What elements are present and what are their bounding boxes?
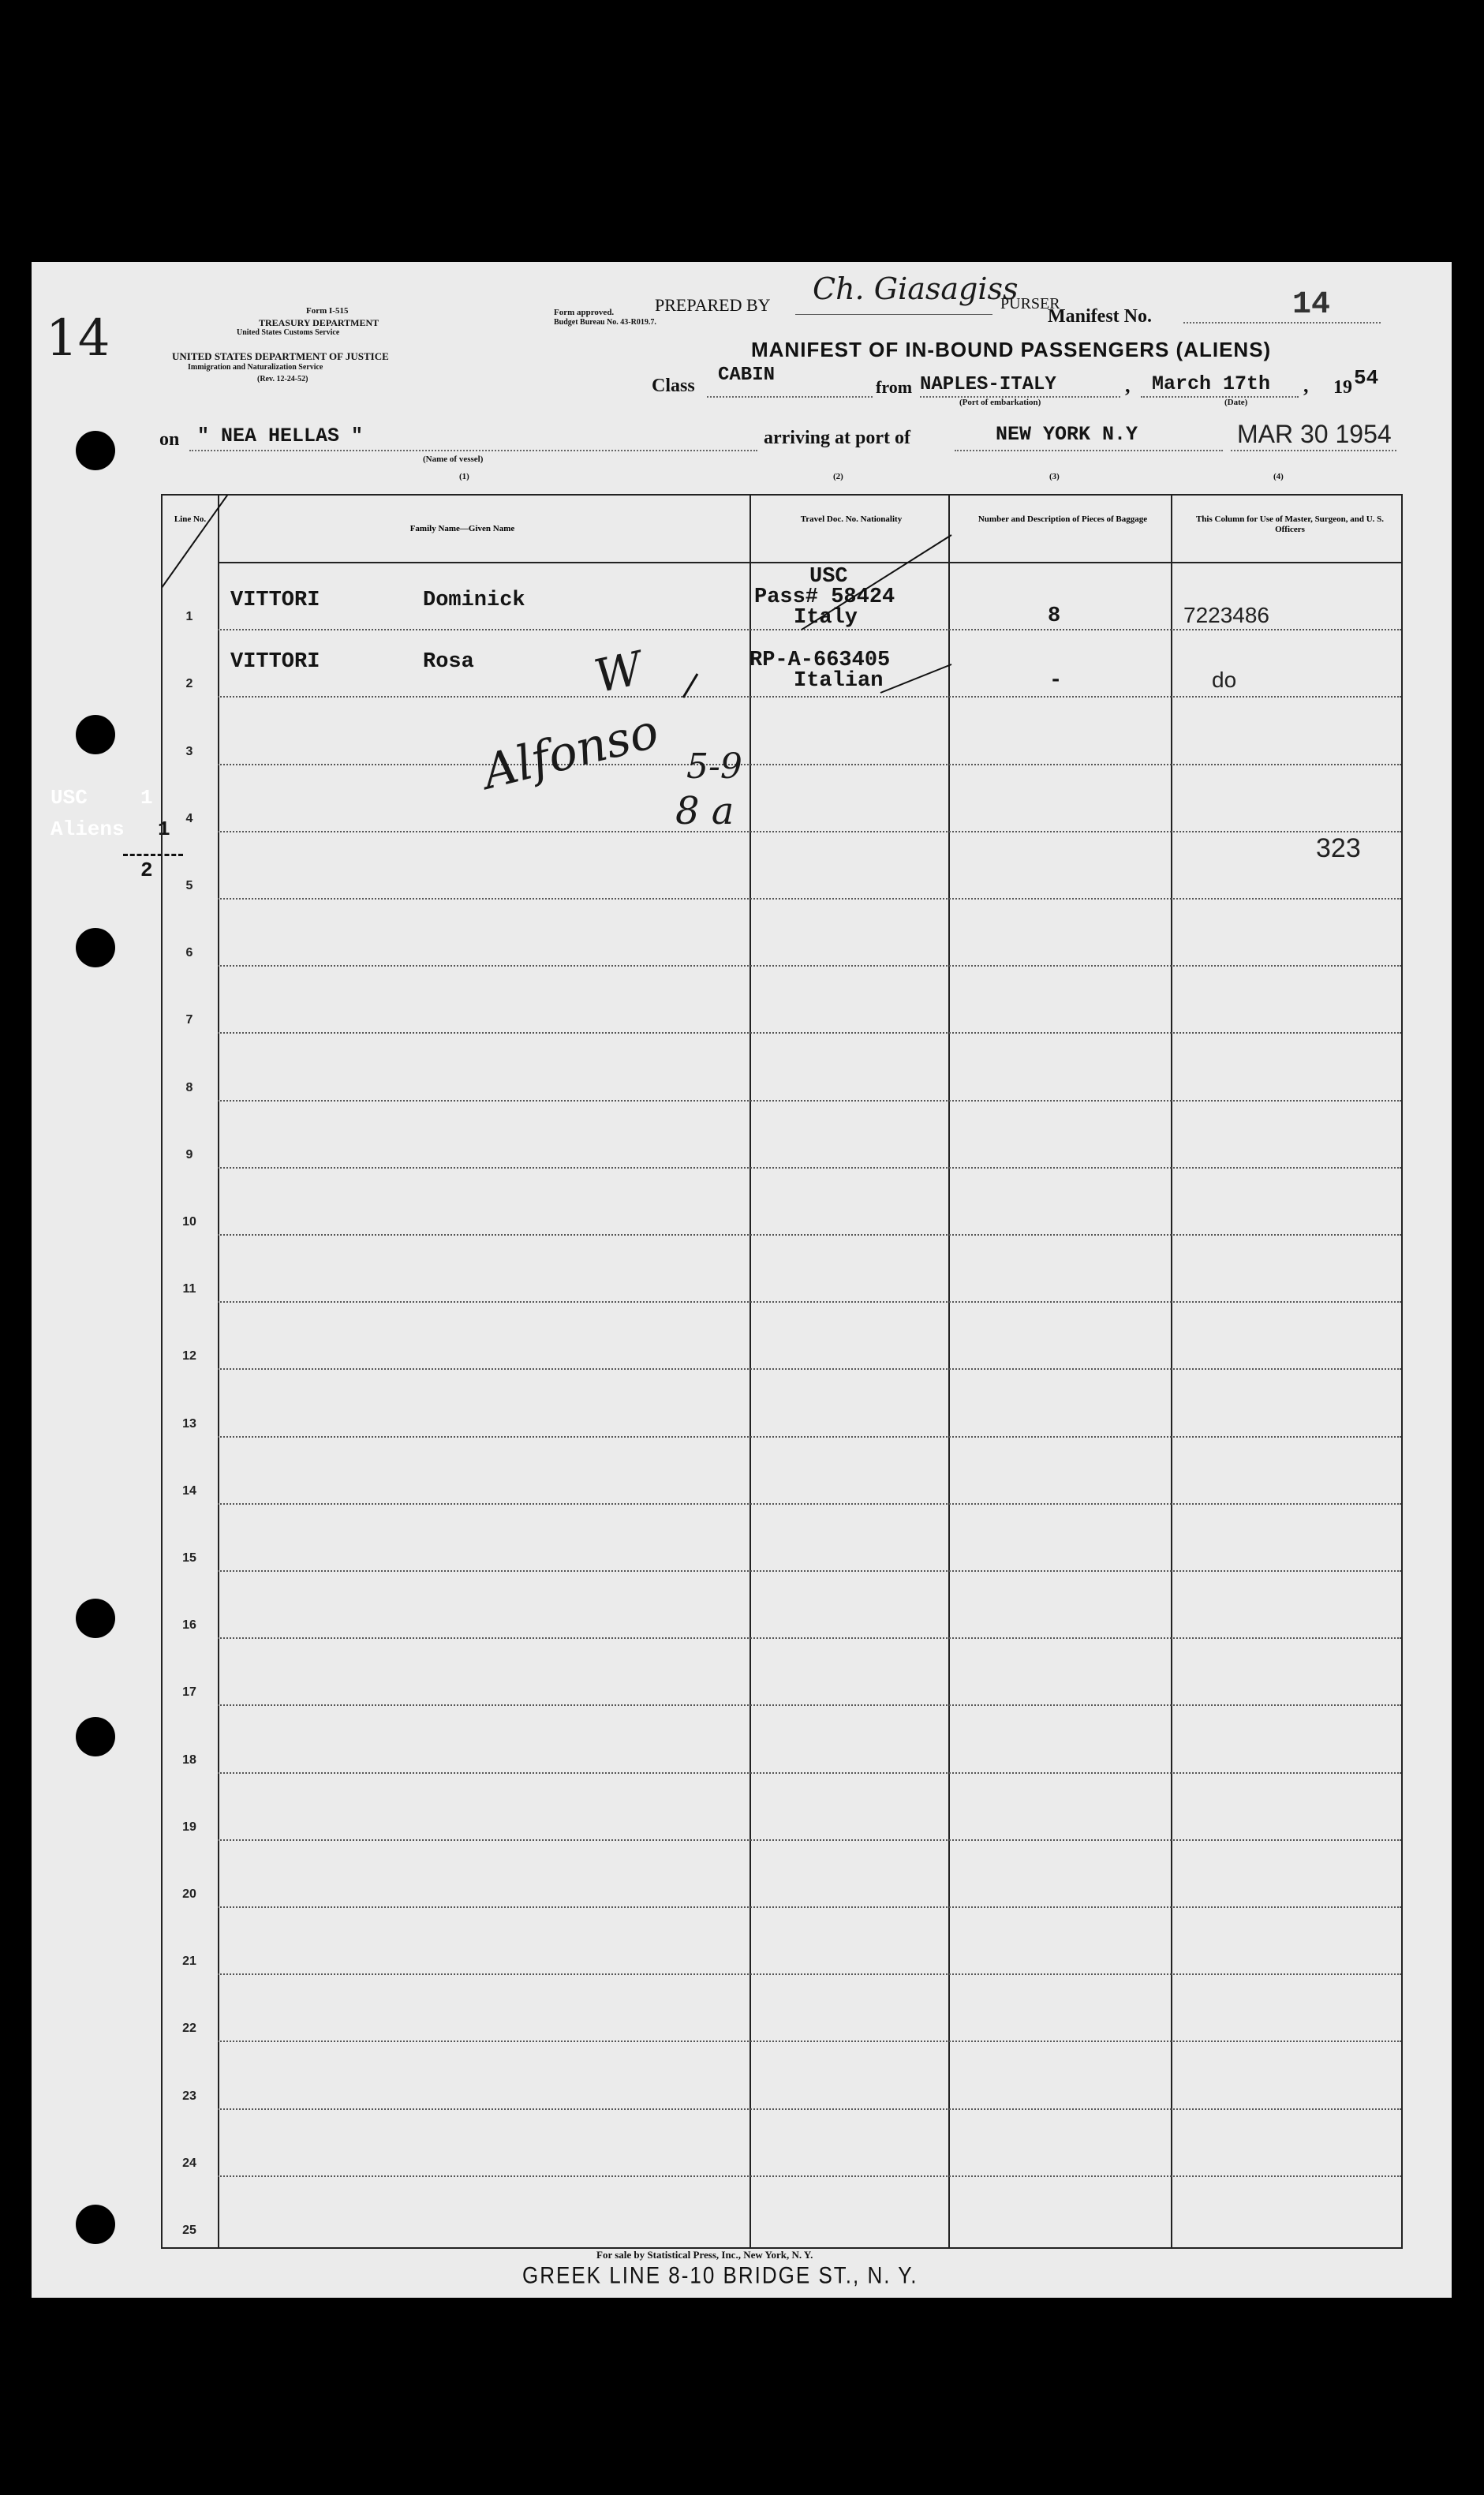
handwritten-signature: Alfonso xyxy=(477,703,664,801)
class-underline xyxy=(707,396,873,398)
arrival-date-stamp: MAR 30 1954 xyxy=(1237,420,1392,448)
greek-line-stamp: GREEK LINE 8-10 BRIDGE ST., N. Y. xyxy=(522,2261,918,2289)
binder-hole xyxy=(76,928,115,967)
row-rule xyxy=(218,1637,1401,1639)
manifest-no-value: 14 xyxy=(1292,287,1331,323)
on-label: on xyxy=(159,429,180,450)
line-number: 25 xyxy=(182,2224,196,2237)
line-number: 20 xyxy=(182,1887,196,1901)
form-approved: Form approved. xyxy=(554,308,615,317)
row-rule xyxy=(218,1503,1401,1505)
col-marker-2: (2) xyxy=(833,472,843,481)
line-number: 11 xyxy=(182,1282,196,1296)
line-number: 18 xyxy=(182,1752,196,1767)
row-rule xyxy=(218,1839,1401,1841)
row-rule xyxy=(218,2175,1401,2177)
col-marker-3: (3) xyxy=(1049,472,1060,481)
margin-usc-count: 1 xyxy=(140,786,153,810)
budget-bureau: Budget Bureau No. 43-R019.7. xyxy=(554,318,656,327)
row-rule xyxy=(218,2041,1401,2042)
row2-nationality: Italian xyxy=(794,669,884,693)
line-number: 23 xyxy=(182,2089,196,2103)
col-header-line: Line No. xyxy=(174,514,207,524)
line-number: 7 xyxy=(185,1013,193,1027)
comma: , xyxy=(1303,374,1309,397)
row-rule xyxy=(218,831,1401,832)
passenger-table xyxy=(161,494,1403,2249)
col-marker-1: (1) xyxy=(459,472,469,481)
arrival-port-underline xyxy=(955,450,1223,451)
year-value: 54 xyxy=(1354,366,1379,390)
row1-given-name: Dominick xyxy=(423,589,525,612)
line-number: 12 xyxy=(182,1349,196,1363)
line-number: 15 xyxy=(182,1551,196,1565)
row-rule xyxy=(218,965,1401,967)
binder-hole xyxy=(76,715,115,754)
arrival-port: NEW YORK N.Y xyxy=(996,423,1138,446)
margin-aliens-label: Aliens xyxy=(50,817,125,841)
col-marker-4: (4) xyxy=(1273,472,1284,481)
column-divider xyxy=(948,496,950,2247)
handwritten-note-2: 8 a xyxy=(675,789,735,833)
year-prefix: 19 xyxy=(1333,377,1352,398)
annotation-323: 323 xyxy=(1316,833,1361,863)
row1-doc-top: USC xyxy=(809,565,848,589)
line-number: 16 xyxy=(182,1618,196,1633)
column-divider xyxy=(218,496,219,2247)
margin-aliens-count: 1 xyxy=(158,817,170,841)
row-rule xyxy=(218,1368,1401,1370)
row1-doc-number: Pass# 58424 xyxy=(754,585,895,609)
margin-usc-label: USC xyxy=(50,786,88,810)
line-number: 21 xyxy=(182,1954,196,1969)
col-header-baggage: Number and Description of Pieces of Baggage xyxy=(977,514,1148,524)
row1-family-name: VITTORI xyxy=(230,589,320,612)
line-number: 19 xyxy=(182,1820,196,1834)
manifest-title: MANIFEST OF IN-BOUND PASSENGERS (ALIENS) xyxy=(751,338,1272,361)
column-divider xyxy=(749,496,751,2247)
row1-officer: 7223486 xyxy=(1183,603,1270,627)
line-number: 8 xyxy=(185,1080,193,1094)
row-rule xyxy=(218,1301,1401,1303)
line-number: 17 xyxy=(182,1685,196,1700)
line-number: 9 xyxy=(185,1147,193,1161)
ins-service: Immigration and Naturalization Service xyxy=(188,363,323,372)
row2-officer: do xyxy=(1212,668,1237,692)
row-rule xyxy=(218,1234,1401,1236)
row-rule xyxy=(218,1570,1401,1572)
row-rule xyxy=(218,2108,1401,2110)
row2-given-name: Rosa xyxy=(423,650,474,674)
line-number: 6 xyxy=(185,946,193,960)
purser-signature: Ch. Giasagiss xyxy=(813,271,1019,306)
prepared-by-label: PREPARED BY xyxy=(655,295,771,315)
margin-page-number: 14 xyxy=(46,309,110,368)
row-rule xyxy=(218,1032,1401,1034)
row-rule xyxy=(218,1973,1401,1975)
pen-strokes xyxy=(163,496,1401,732)
arrival-date-underline xyxy=(1231,450,1396,451)
row-rule xyxy=(218,1906,1401,1908)
form-number: Form I-515 xyxy=(306,306,349,316)
date-caption: (Date) xyxy=(1224,398,1248,407)
binder-hole xyxy=(76,1599,115,1638)
binder-hole xyxy=(76,2205,115,2244)
line-number: 4 xyxy=(185,811,193,825)
manifest-no-label: Manifest No. xyxy=(1048,306,1152,327)
arriving-label: arriving at port of xyxy=(764,428,910,448)
form-revision: (Rev. 12-24-52) xyxy=(257,375,308,383)
line-number: 14 xyxy=(182,1483,196,1498)
line-number: 5 xyxy=(185,879,193,892)
line-number: 2 xyxy=(185,677,193,691)
row1-nationality: Italy xyxy=(794,606,858,630)
treasury-dept: TREASURY DEPARTMENT xyxy=(259,317,379,328)
prepared-by-underline xyxy=(795,314,992,315)
date-underline xyxy=(1141,396,1299,398)
line-number: 3 xyxy=(185,744,193,758)
col-header-name: Family Name—Given Name xyxy=(409,524,515,533)
row-rule xyxy=(218,1772,1401,1774)
margin-total-count: 2 xyxy=(140,858,153,882)
customs-service: United States Customs Service xyxy=(237,328,340,337)
handwritten-note-1: 5-9 xyxy=(686,746,742,787)
row-rule xyxy=(218,1100,1401,1102)
vessel-caption: (Name of vessel) xyxy=(423,454,484,464)
column-divider xyxy=(1171,496,1172,2247)
vessel-name: " NEA HELLAS " xyxy=(197,425,364,447)
from-label: from xyxy=(876,377,913,397)
line-number: 22 xyxy=(182,2022,196,2036)
col-header-doc: Travel Doc. No. Nationality xyxy=(800,514,903,524)
port-embark-caption: (Port of embarkation) xyxy=(959,398,1041,407)
from-value: NAPLES-ITALY xyxy=(920,374,1056,395)
vessel-underline xyxy=(189,450,757,451)
row2-doc-number: RP-A-663405 xyxy=(749,649,891,672)
handwritten-w: W xyxy=(589,641,648,704)
col-header-officers: This Column for Use of Master, Surgeon, and U. S. Officers xyxy=(1195,514,1385,534)
row-rule xyxy=(218,1436,1401,1438)
line-number: 24 xyxy=(182,2156,196,2170)
justice-dept: UNITED STATES DEPARTMENT OF JUSTICE xyxy=(172,350,389,362)
row2-baggage: - xyxy=(1049,669,1063,693)
comma: , xyxy=(1125,374,1131,397)
row-rule xyxy=(218,764,1401,765)
row1-baggage: 8 xyxy=(1048,604,1061,628)
row-rule xyxy=(218,898,1401,900)
row-rule xyxy=(218,1704,1401,1706)
row-rule xyxy=(218,1167,1401,1169)
date-value: March 17th xyxy=(1152,372,1271,395)
line-number: 10 xyxy=(182,1215,196,1229)
row2-family-name: VITTORI xyxy=(230,650,320,674)
binder-hole xyxy=(76,431,115,470)
class-label: Class xyxy=(652,376,695,396)
manifest-no-underline xyxy=(1183,322,1381,324)
sale-note: For sale by Statistical Press, Inc., New York, N. Y. xyxy=(596,2249,813,2261)
purser-label: PURSER xyxy=(1000,295,1060,312)
class-value: CABIN xyxy=(718,365,776,386)
line-number: 13 xyxy=(182,1416,196,1431)
line-number: 1 xyxy=(185,610,193,624)
binder-hole xyxy=(76,1717,115,1756)
